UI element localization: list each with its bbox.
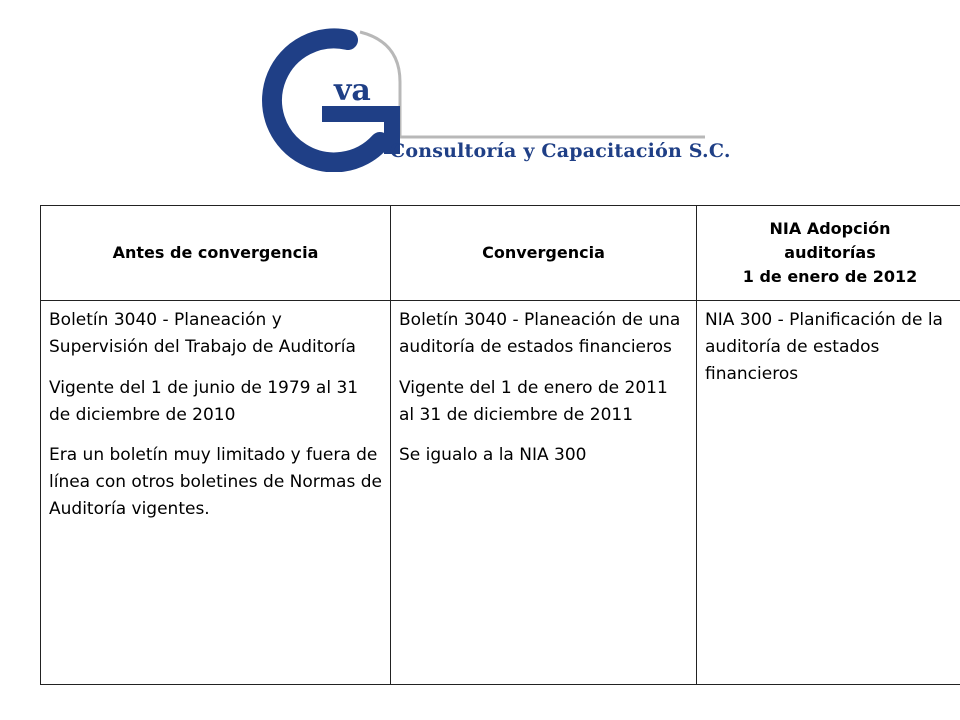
table-header-row — [41, 206, 960, 301]
cell-nia-adopcion — [697, 301, 960, 685]
cell-paragraph: NIA 300 - Planificación de la auditoría de estados financieros — [705, 310, 943, 384]
header-line: Antes de convergencia — [112, 243, 319, 262]
cell-paragraph: Boletín 3040 - Planeación de una auditoría de estados financieros — [399, 310, 681, 357]
cell-paragraph: Vigente del 1 de junio de 1979 al 31 de diciembre de 2010 — [49, 377, 359, 425]
cell-paragraph: Vigente del 1 de enero de 2011 al 31 de diciembre de 2011 — [399, 377, 668, 425]
header-line: 1 de enero de 2012 — [742, 267, 918, 286]
table-row — [41, 301, 960, 685]
logo-initials: va — [334, 73, 371, 108]
cell-paragraph: Se igualo a la NIA 300 — [399, 445, 587, 466]
header-line: auditorías — [784, 243, 876, 262]
header-line: Convergencia — [482, 243, 605, 262]
header-convergencia — [391, 206, 697, 301]
header-nia-adopcion — [697, 206, 960, 301]
company-tagline: Consultoría y Capacitación S.C. — [390, 140, 731, 162]
company-logo — [230, 22, 730, 172]
header-antes-convergencia — [41, 206, 391, 301]
header-line: NIA Adopción — [769, 219, 891, 238]
cell-antes-convergencia — [41, 301, 391, 685]
cell-paragraph: Era un boletín muy limitado y fuera de línea con otros boletines de Normas de Auditoría vigentes. — [49, 445, 382, 520]
cell-paragraph: Boletín 3040 - Planeación y Supervisión del Trabajo de Auditoría — [49, 310, 356, 357]
comparison-table — [40, 205, 960, 685]
cell-convergencia — [391, 301, 697, 685]
